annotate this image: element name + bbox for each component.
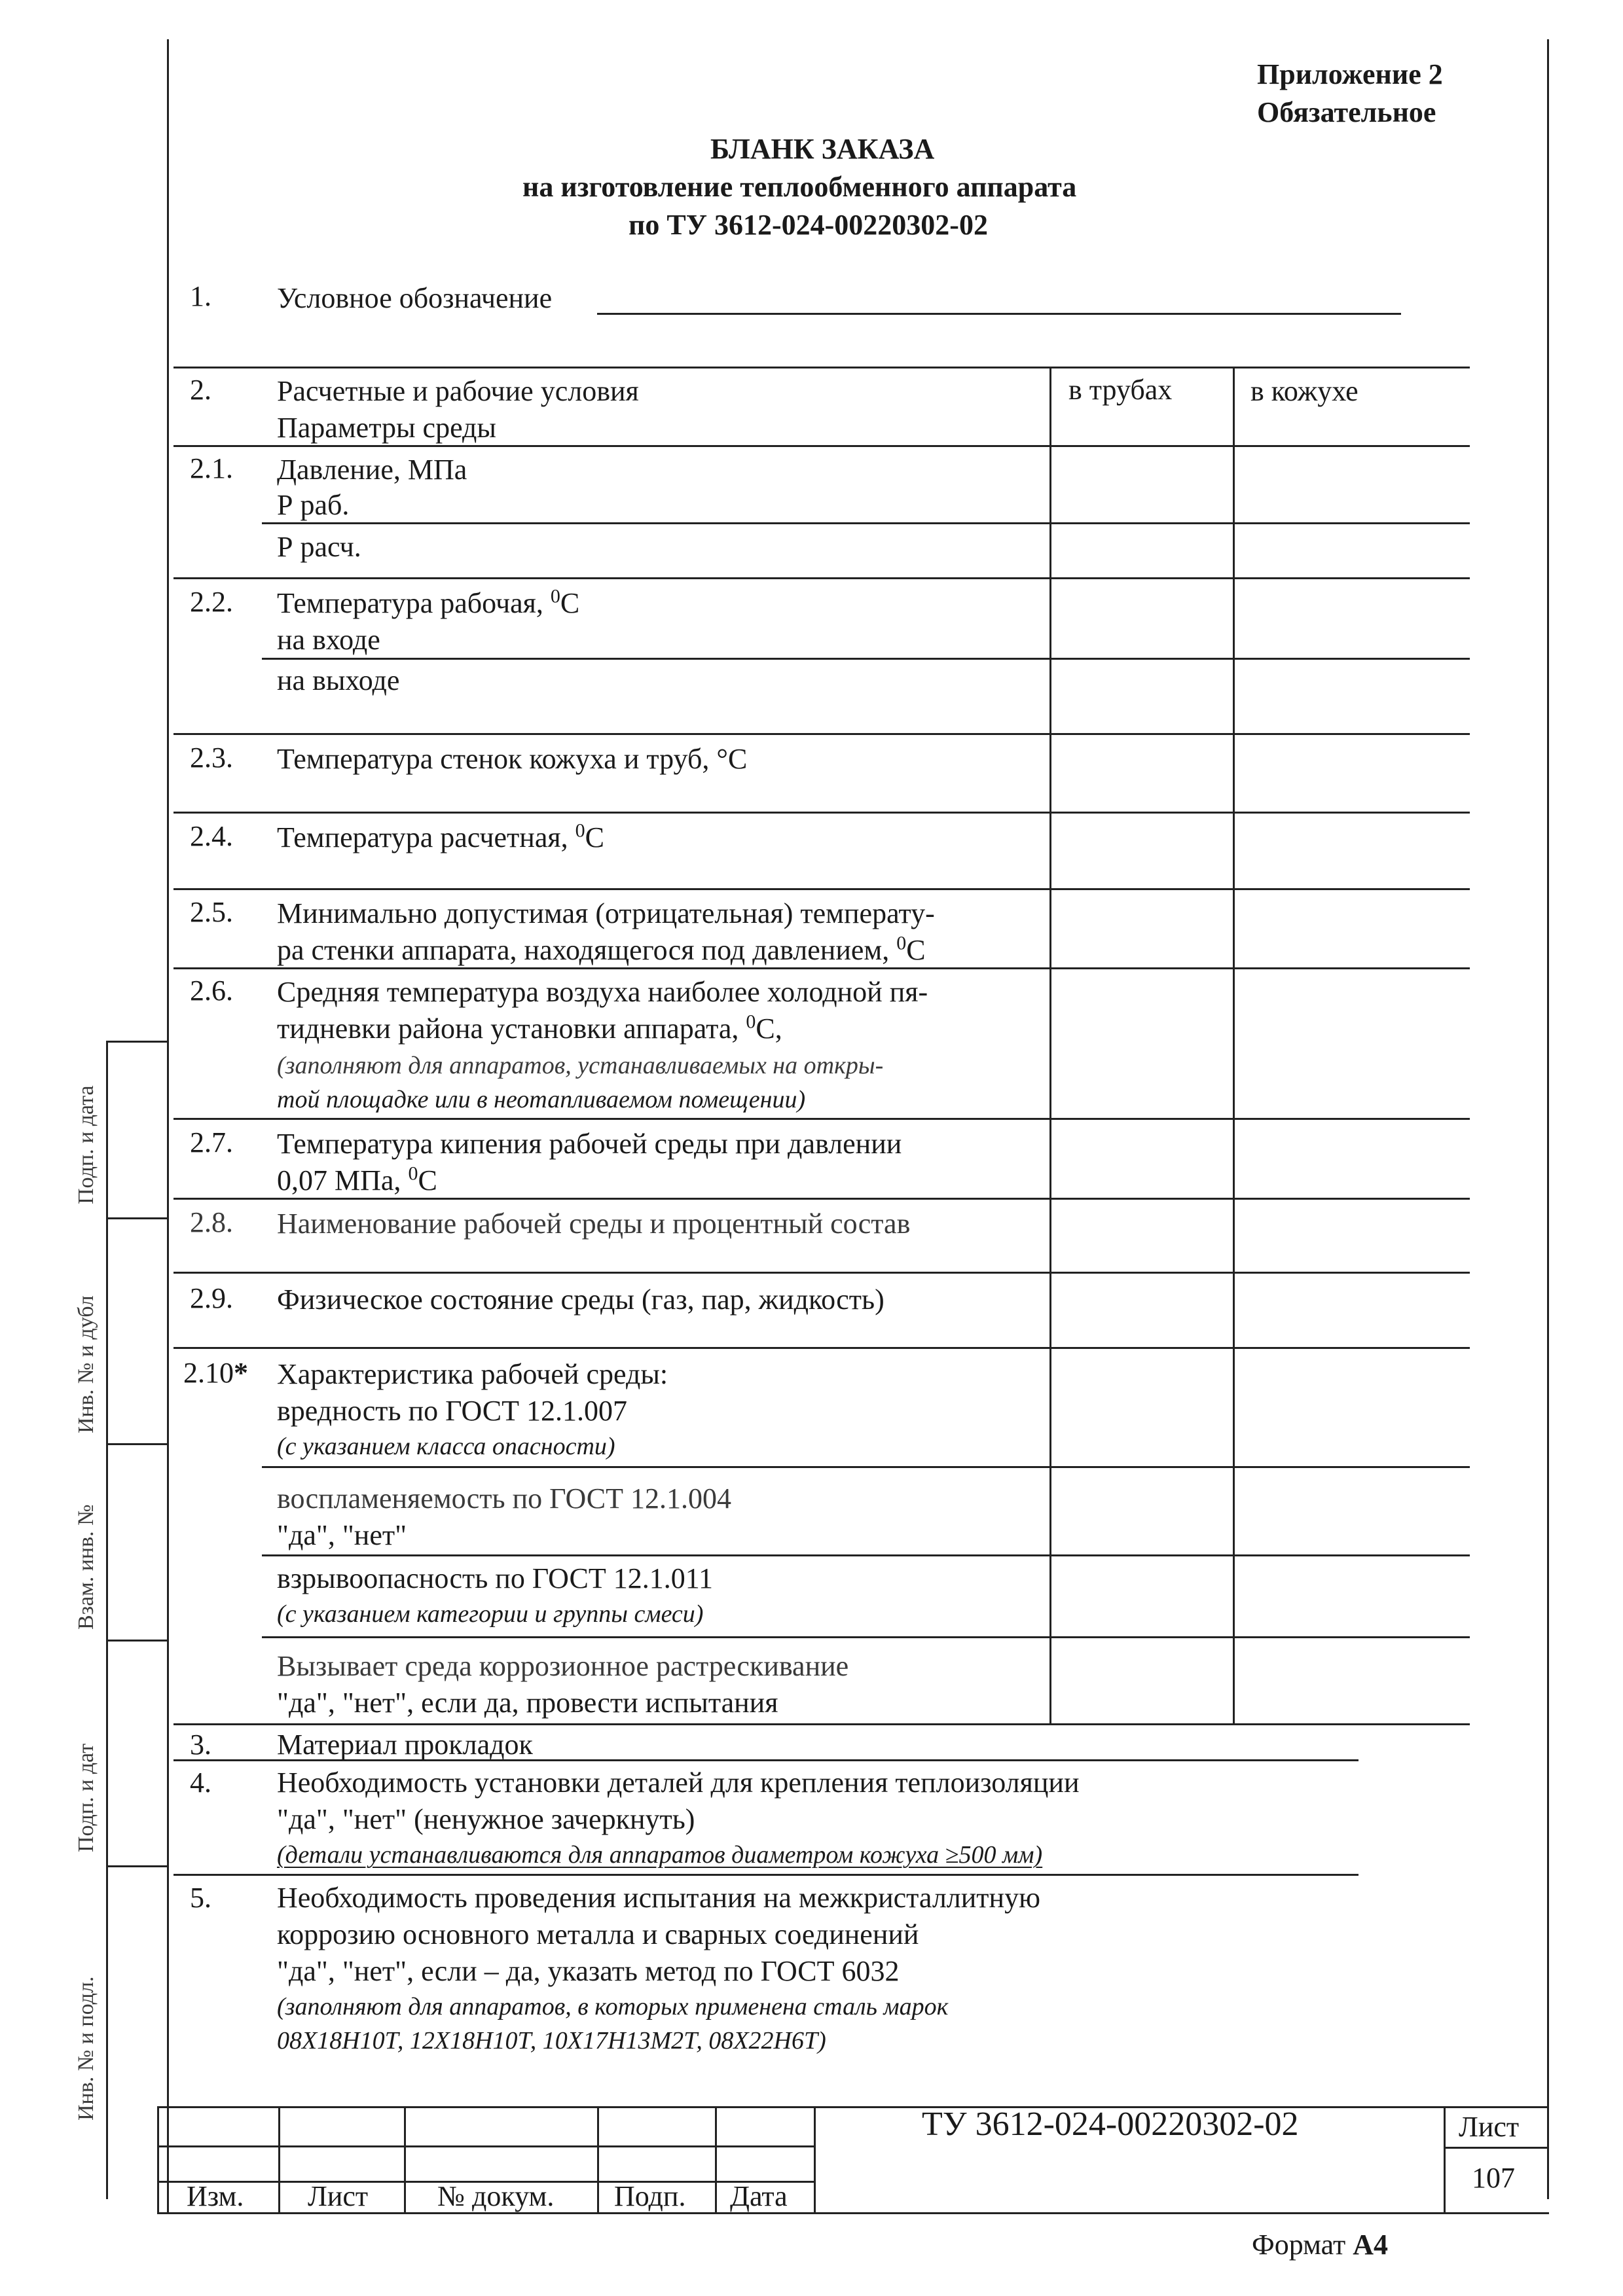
mandatory-label: Обязательное: [1257, 96, 1436, 128]
row-number: 2.4.: [190, 820, 233, 852]
row-number: 2.7.: [190, 1126, 233, 1158]
stamp-col-doc: № докум.: [437, 2180, 555, 2212]
stamp-col: [814, 2106, 816, 2214]
margin-strip-left-line: [106, 1041, 108, 2199]
row-number: 2.8.: [190, 1206, 233, 1238]
margin-sep: [106, 1640, 168, 1641]
row-label: "да", "нет", если – да, указать метод по ГОСТ 6032: [277, 1955, 900, 1987]
row-label: Температура стенок кожуха и труб, °С: [277, 743, 748, 775]
table-col-line: [1049, 367, 1051, 1725]
table-line: [173, 733, 1470, 735]
row-number: 2.: [190, 374, 211, 406]
row-label: "да", "нет", если да, провести испытания: [277, 1687, 778, 1719]
appendix-label: Приложение 2: [1257, 58, 1443, 90]
table-line: [173, 1874, 1359, 1876]
sheet-label: Лист: [1459, 2111, 1520, 2143]
designation-label: Условное обозначение: [277, 282, 553, 314]
stamp-col-izm: Изм.: [187, 2180, 244, 2212]
stamp-col: [404, 2106, 406, 2214]
stamp-line: [1444, 2147, 1548, 2149]
form-title: БЛАНК ЗАКАЗА: [710, 133, 935, 165]
row-number: 2.3.: [190, 742, 233, 774]
table-line: [262, 522, 1470, 524]
row-label: "да", "нет" (ненужное зачеркнуть): [277, 1803, 695, 1835]
row-label: Параметры среды: [277, 412, 496, 444]
table-col-line: [1233, 367, 1235, 1725]
row-label: Средняя температура воздуха наиболее холодной пя-: [277, 976, 928, 1008]
row-number: 3.: [190, 1729, 211, 1761]
margin-vzam-inv: Взам. инв. №: [74, 1504, 98, 1630]
margin-sep: [106, 1443, 168, 1445]
row-label: воспламеняемость по ГОСТ 12.1.004: [277, 1482, 732, 1515]
row-note: той площадке или в неотапливаемом помещении): [277, 1086, 806, 1113]
row-label: вредность по ГОСТ 12.1.007: [277, 1395, 628, 1427]
row-label: Температура расчетная, $^0$С: [277, 819, 604, 853]
row-label: взрывоопасность по ГОСТ 12.1.011: [277, 1562, 714, 1594]
row-label: Температура кипения рабочей среды при давлении: [277, 1128, 902, 1160]
row-number: 4.: [190, 1767, 211, 1799]
table-line: [173, 1272, 1470, 1274]
table-line: [173, 812, 1470, 814]
stamp-top-line: [157, 2106, 1549, 2108]
row-label: Физическое состояние среды (газ, пар, жидкость): [277, 1283, 884, 1316]
column-header-tubes: в трубах: [1068, 374, 1173, 406]
margin-podp-data2: Подп. и дат: [74, 1743, 98, 1852]
stamp-col: [597, 2106, 599, 2214]
stamp-col: [278, 2106, 280, 2214]
table-line: [173, 367, 1470, 368]
row-number: 5.: [190, 1882, 211, 1914]
row-label: Характеристика рабочей среды:: [277, 1358, 668, 1390]
item-number: 1.: [190, 280, 211, 312]
margin-sep: [106, 1041, 168, 1043]
row-note: 08Х18Н10Т, 12Х18Н10Т, 10Х17Н13М2Т, 08Х22Н6Т): [277, 2027, 826, 2054]
margin-inv-podl: Инв. № и подл.: [74, 1976, 98, 2121]
form-standard: по ТУ 3612-024-00220302-02: [629, 209, 988, 241]
row-label: Вызывает среда коррозионное растрескивание: [277, 1650, 849, 1682]
row-number: 2.10*: [183, 1357, 248, 1389]
row-label: тидневки района установки аппарата, $^0$С,: [277, 1011, 782, 1045]
row-label: "да", "нет": [277, 1519, 407, 1551]
table-line: [173, 888, 1470, 890]
row-number: 2.2.: [190, 586, 233, 618]
row-note: (с указанием класса опасности): [277, 1433, 615, 1460]
row-label: Минимально допустимая (отрицательная) температу-: [277, 897, 935, 929]
row-label: 0,07 МПа, $^0$С: [277, 1162, 437, 1196]
row-label: Температура рабочая, $^0$С: [277, 585, 580, 619]
row-label: Наименование рабочей среды и процентный состав: [277, 1208, 911, 1240]
row-note: (заполняют для аппаратов, в которых применена сталь марок: [277, 1993, 949, 2020]
table-line: [262, 1554, 1470, 1556]
stamp-col: [1444, 2106, 1446, 2214]
table-line: [173, 1347, 1470, 1349]
row-note: (заполняют для аппаратов, устанавливаемых на откры-: [277, 1052, 884, 1079]
stamp-col: [157, 2106, 159, 2214]
table-line: [262, 658, 1470, 660]
form-subtitle: на изготовление теплообменного аппарата: [522, 171, 1077, 203]
sheet-number: 107: [1472, 2162, 1515, 2194]
table-line: [173, 1118, 1470, 1120]
row-note: (с указанием категории и группы смеси): [277, 1600, 704, 1628]
designation-fill-line: [597, 313, 1401, 315]
row-label: Р расч.: [277, 531, 361, 563]
row-label: ра стенки аппарата, находящегося под давлением, $^0$С: [277, 932, 926, 966]
table-line: [262, 1466, 1470, 1468]
document-code: ТУ 3612-024-00220302-02: [922, 2106, 1299, 2143]
margin-sep: [106, 1865, 168, 1867]
row-label: Давление, МПа: [277, 454, 467, 486]
row-note: (детали устанавливаются для аппаратов диаметром кожуха ≥500 мм): [277, 1841, 1043, 1869]
row-number: 2.5.: [190, 896, 233, 928]
margin-inv-dubl: Инв. № и дубл: [74, 1295, 98, 1433]
stamp-col: [715, 2106, 717, 2214]
table-line: [262, 1636, 1470, 1638]
row-label: Расчетные и рабочие условия: [277, 375, 639, 407]
row-number: 2.6.: [190, 975, 233, 1007]
column-header-shell: в кожухе: [1250, 375, 1359, 407]
row-number: 2.1.: [190, 452, 233, 484]
stamp-col-date: Дата: [730, 2180, 788, 2212]
row-label: Р раб.: [277, 489, 350, 521]
row-label: Необходимость установки деталей для крепления теплоизоляции: [277, 1767, 1080, 1799]
row-label: Материал прокладок: [277, 1729, 533, 1761]
format-label: Формат А4: [1252, 2229, 1389, 2261]
row-label: на входе: [277, 624, 380, 656]
row-label: Необходимость проведения испытания на межкристаллитную: [277, 1882, 1040, 1914]
table-line: [173, 577, 1470, 579]
frame-right-line: [1547, 39, 1549, 2199]
frame-left-line: [167, 39, 169, 2212]
table-line: [173, 1723, 1470, 1725]
margin-podp-data: Подп. и дата: [74, 1085, 98, 1204]
stamp-col-list: Лист: [308, 2180, 369, 2212]
stamp-col-podp: Подп.: [614, 2180, 686, 2212]
row-label: на выходе: [277, 664, 400, 696]
row-number: 2.9.: [190, 1282, 233, 1314]
margin-sep: [106, 1217, 168, 1219]
row-label: коррозию основного металла и сварных соединений: [277, 1918, 919, 1950]
